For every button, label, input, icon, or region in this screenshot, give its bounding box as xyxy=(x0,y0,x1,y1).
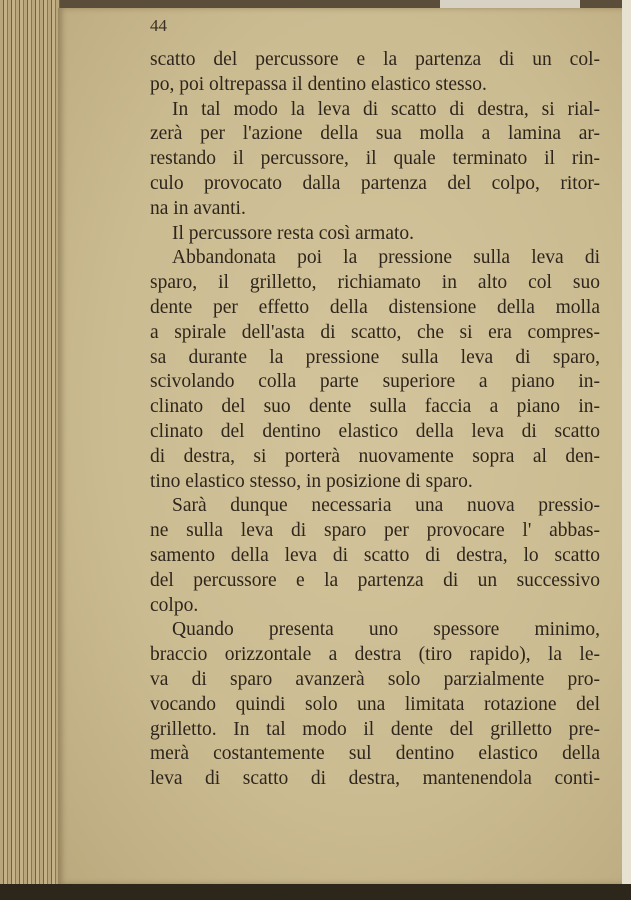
text-line: Sarà dunque necessaria una nuova pressio- xyxy=(172,495,600,517)
scan-bottom-edge xyxy=(0,884,631,900)
text-line: Il percussore resta così armato. xyxy=(172,222,415,244)
text-line: merà costantemente sul dentino elastico della xyxy=(150,743,600,765)
text-line: a spirale dell'asta di scatto, che si era compres- xyxy=(150,321,600,343)
text-line: di destra, si porterà nuovamente sopra al den- xyxy=(150,445,600,467)
text-line: grilletto. In tal modo il dente del grilletto pre- xyxy=(150,718,600,740)
text-line: clinato del dentino elastico della leva di scatto xyxy=(150,420,600,442)
text-line: va di sparo avanzerà solo parzialmente pro- xyxy=(150,668,600,690)
text-line: Abbandonata poi la pressione sulla leva di xyxy=(172,247,600,269)
text-line: tino elastico stesso, in posizione di sparo. xyxy=(150,470,473,492)
text-line: clinato del suo dente sulla faccia a piano in- xyxy=(150,396,600,418)
text-line: In tal modo la leva di scatto di destra, si rial- xyxy=(172,98,600,120)
page-number: 44 xyxy=(150,16,167,35)
text-line: culo provocato dalla partenza del colpo, ritor- xyxy=(150,172,600,194)
text-line: braccio orizzontale a destra (tiro rapido), la le- xyxy=(150,644,600,666)
text-line: sparo, il grilletto, richiamato in alto col suo xyxy=(150,272,600,294)
text-line: zerà per l'azione della sua molla a lamina ar- xyxy=(150,123,600,145)
text-line: po, poi oltrepassa il dentino elastico stesso. xyxy=(150,73,487,95)
text-line: Quando presenta uno spessore minimo, xyxy=(172,619,600,641)
stacked-page-edges xyxy=(0,0,60,900)
text-line: vocando quindi solo una limitata rotazione del xyxy=(150,693,600,715)
page-tab xyxy=(440,0,580,8)
scan-right-edge xyxy=(622,0,631,900)
text-line: na in avanti. xyxy=(150,197,246,219)
text-line: dente per effetto della distensione della molla xyxy=(150,296,600,318)
text-line: scivolando colla parte superiore a piano in- xyxy=(150,371,600,393)
body-text xyxy=(150,48,600,792)
text-line: colpo. xyxy=(150,594,199,616)
text-line: ne sulla leva di sparo per provocare l' abbas- xyxy=(150,520,600,542)
text-line: samento della leva di scatto di destra, lo scatto xyxy=(150,544,600,566)
text-line: leva di scatto di destra, mantenendola conti- xyxy=(150,768,600,790)
text-line: scatto del percussore e la partenza di un col- xyxy=(150,49,600,70)
text-line: sa durante la pressione sulla leva di sparo, xyxy=(150,346,600,368)
text-line: del percussore e la partenza di un successivo xyxy=(150,569,600,591)
text-line: restando il percussore, il quale terminato il rin- xyxy=(150,148,600,170)
